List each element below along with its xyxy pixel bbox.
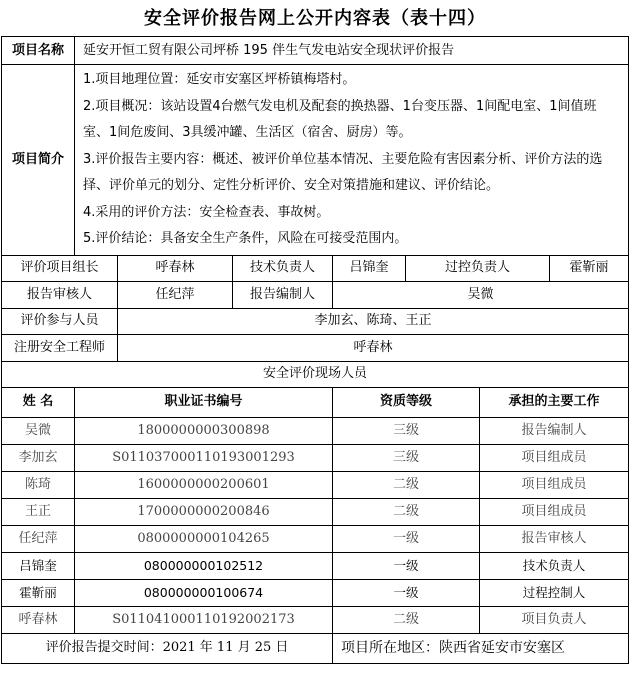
certificate-number: S011037000110193001293	[75, 444, 333, 471]
project-location	[333, 633, 629, 663]
process-value: 霍靳丽	[550, 255, 629, 281]
table-row	[2, 417, 629, 444]
certificate-number: 080000000100674	[75, 579, 333, 606]
qualification-level: 一级	[333, 525, 480, 552]
intro-item: 2.项目概况：该站设置4台燃气发电机及配套的换热器、1台变压器、1间配电室、1间值班室、1间危废间、3具缓冲罐、生活区（宿舍、厨房）等。	[83, 98, 597, 140]
submit-time	[2, 633, 333, 663]
person-name: 吴微	[2, 417, 75, 444]
reviewer-label: 报告审核人	[2, 281, 118, 308]
certificate-number: 0800000000104265	[75, 525, 333, 552]
main-work: 过程控制人	[480, 579, 629, 606]
main-work: 报告编制人	[480, 417, 629, 444]
table-row	[2, 444, 629, 471]
qualification-level: 一级	[333, 552, 480, 579]
qualification-level: 二级	[333, 471, 480, 498]
main-work: 报告审核人	[480, 525, 629, 552]
qualification-level: 二级	[333, 498, 480, 525]
qualification-level: 二级	[333, 606, 480, 633]
table-row	[2, 471, 629, 498]
project-intro-label: 项目简介	[2, 65, 75, 256]
qualification-level: 三级	[333, 417, 480, 444]
tech-value: 吕锦奎	[333, 255, 406, 281]
person-name: 霍靳丽	[2, 579, 75, 606]
leader-label: 评价项目组长	[2, 255, 118, 281]
main-work: 项目组成员	[480, 444, 629, 471]
table-row	[2, 552, 629, 579]
participants-value: 李加玄、陈琦、王正	[118, 308, 629, 334]
submit-time-value: 2021 年 11 月 25 日	[162, 640, 289, 655]
intro-item: 1.项目地理位置：延安市安塞区坪桥镇梅塔村。	[83, 72, 356, 87]
person-name: 任纪萍	[2, 525, 75, 552]
person-name: 李加玄	[2, 444, 75, 471]
column-header: 姓 名	[2, 387, 75, 417]
qualification-level: 三级	[333, 444, 480, 471]
certificate-number: 1800000000300898	[75, 417, 333, 444]
certificate-number: 1600000000200601	[75, 471, 333, 498]
column-header: 承担的主要工作	[480, 387, 629, 417]
table-row	[2, 525, 629, 552]
location-label: 项目所在地区：	[341, 640, 439, 656]
disclosure-table	[1, 36, 629, 664]
main-work: 项目负责人	[480, 606, 629, 633]
certificate-number: S011041000110192002173	[75, 606, 333, 633]
leader-value: 呼春林	[118, 255, 233, 281]
process-label: 过控负责人	[406, 255, 550, 281]
person-name: 王正	[2, 498, 75, 525]
qualification-level: 一级	[333, 579, 480, 606]
table-row	[2, 498, 629, 525]
tech-label: 技术负责人	[233, 255, 333, 281]
table-row	[2, 606, 629, 633]
main-work: 技术负责人	[480, 552, 629, 579]
site-rows	[2, 417, 629, 633]
submit-time-label: 评价报告提交时间：	[45, 640, 163, 655]
project-name-label: 项目名称	[2, 37, 75, 65]
intro-item: 4.采用的评价方法：安全检查表、事故树。	[83, 204, 330, 220]
writer-label: 报告编制人	[233, 281, 333, 308]
intro-item: 5.评价结论：具备安全生产条件，风险在可接受范围内。	[83, 231, 408, 246]
participants-label: 评价参与人员	[2, 308, 118, 334]
engineer-value: 呼春林	[118, 334, 629, 361]
person-name: 呼春林	[2, 606, 75, 633]
project-name-value: 延安开恒工贸有限公司坪桥 195 伴生气发电站安全现状评价报告	[75, 37, 629, 65]
document-title: 安全评价报告网上公开内容表（表十四）	[144, 8, 486, 29]
main-work: 项目组成员	[480, 471, 629, 498]
certificate-number: 080000000102512	[75, 552, 333, 579]
site-section-title: 安全评价现场人员	[2, 361, 629, 387]
certificate-number: 1700000000200846	[75, 498, 333, 525]
writer-value: 吴微	[333, 281, 629, 308]
engineer-label: 注册安全工程师	[2, 334, 118, 361]
table-row	[2, 579, 629, 606]
intro-item: 3.评价报告主要内容：概述、被评价单位基本情况、主要危险有害因素分析、评价方法的选择、评价单元的划分、定性分析评价、安全对策措施和建议、评价结论。	[83, 151, 603, 193]
main-work: 项目组成员	[480, 498, 629, 525]
project-intro	[75, 65, 629, 256]
column-header: 职业证书编号	[75, 387, 333, 417]
location-value: 陕西省延安市安塞区	[439, 640, 565, 656]
column-header: 资质等级	[333, 387, 480, 417]
reviewer-value: 任纪萍	[118, 281, 233, 308]
person-name: 吕锦奎	[2, 552, 75, 579]
person-name: 陈琦	[2, 471, 75, 498]
